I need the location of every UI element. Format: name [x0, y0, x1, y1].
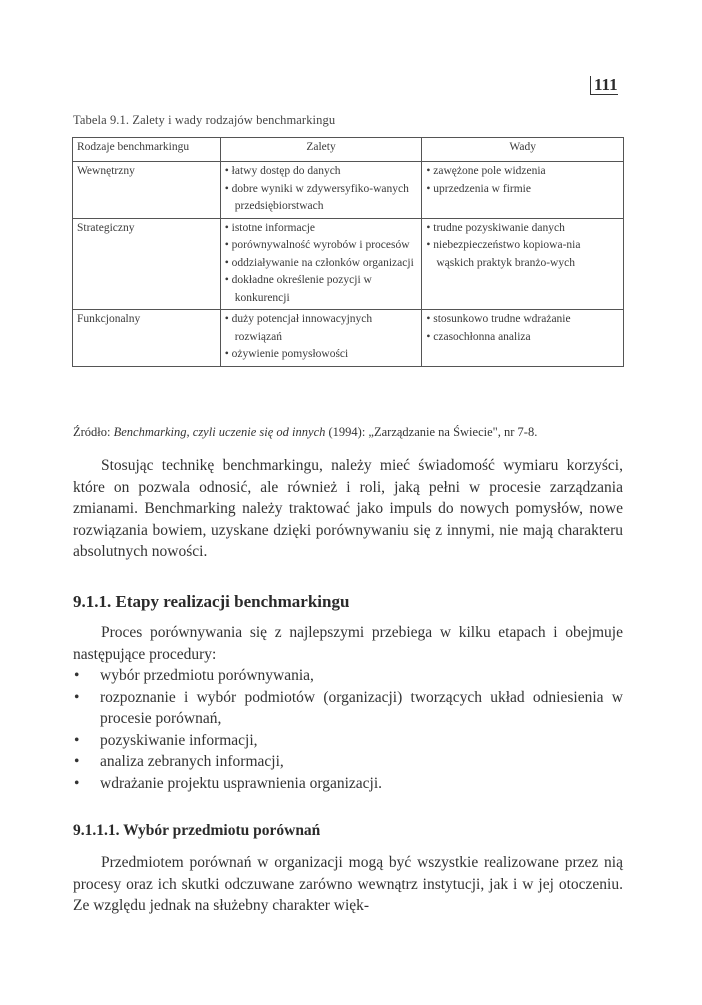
benchmarking-table	[72, 137, 624, 367]
list-item: • oddziaływanie na członków organizacji	[225, 255, 418, 273]
table-caption: Tabela 9.1. Zalety i wady rodzajów benchmarkingu	[73, 113, 336, 127]
list-item: • łatwy dostęp do danych	[225, 163, 418, 181]
body-paragraph	[73, 852, 623, 917]
list-item: • pozyskiwanie informacji,	[73, 730, 623, 752]
list-item: • dokładne określenie pozycji w konkurencji	[225, 272, 418, 307]
table-header-row	[73, 138, 624, 162]
list-item: • dobre wyniki w zdywersyfiko-wanych przedsiębiorstwach	[225, 181, 418, 216]
list-item: • analiza zebranych informacji,	[73, 751, 623, 773]
table-row	[73, 162, 624, 219]
list-item: • trudne pozyskiwanie danych	[426, 220, 619, 238]
advantages-cell	[220, 310, 422, 367]
table-source	[73, 425, 537, 440]
source-rest: (1994): „Zarządzanie na Świecie", nr 7-8.	[325, 425, 538, 439]
paragraph-text: Proces porównywania się z najlepszymi przebiega w kilku etapach i obejmuje następujące procedury:	[73, 624, 623, 663]
advantages-cell	[220, 162, 422, 219]
body-paragraph	[73, 455, 623, 563]
disadvantages-cell	[422, 162, 624, 219]
column-header: Wady	[422, 138, 624, 162]
page-number: 111	[590, 76, 618, 95]
table-row	[73, 218, 624, 310]
column-header: Rodzaje benchmarkingu	[73, 138, 221, 162]
list-item: • czasochłonna analiza	[426, 329, 619, 347]
table-row	[73, 310, 624, 367]
list-item: • ożywienie pomysłowości	[225, 346, 418, 364]
row-type: Wewnętrzny	[73, 162, 221, 219]
list-item: • porównywalność wyrobów i procesów	[225, 237, 418, 255]
list-item: • wdrażanie projektu usprawnienia organizacji.	[73, 773, 623, 795]
list-item: • wybór przedmiotu porównywania,	[73, 665, 623, 687]
source-prefix: Źródło:	[73, 425, 114, 439]
list-item: • istotne informacje	[225, 220, 418, 238]
section-heading: 9.1.1. Etapy realizacji benchmarkingu	[73, 592, 350, 611]
column-header: Zalety	[220, 138, 422, 162]
paragraph-text: Stosując technikę benchmarkingu, należy mieć świadomość wymiaru korzyści, które on pozwala odnosić, ale również i roli, jaką pełni w procesie zarządzania zmianami. Benchmarking należy traktować jako impuls do nowych pomysłów, nowe rozwiązania bowiem, uzyskane dzięki porównywaniu się z innymi, nie mają charakteru absolutnych nowości.	[73, 457, 623, 560]
advantages-cell	[220, 218, 422, 310]
list-item: • niebezpieczeństwo kopiowa-nia wąskich praktyk branżo-wych	[426, 237, 619, 272]
list-item: • stosunkowo trudne wdrażanie	[426, 311, 619, 329]
list-item: • uprzedzenia w firmie	[426, 181, 619, 199]
source-title: Benchmarking, czyli uczenie się od innych	[113, 425, 326, 439]
disadvantages-cell	[422, 218, 624, 310]
list-item: • zawężone pole widzenia	[426, 163, 619, 181]
procedure-list	[73, 665, 623, 794]
row-type: Funkcjonalny	[73, 310, 221, 367]
disadvantages-cell	[422, 310, 624, 367]
row-type: Strategiczny	[73, 218, 221, 310]
list-item: • rozpoznanie i wybór podmiotów (organizacji) tworzących układ odniesienia w procesie porównań,	[73, 687, 623, 730]
subsection-heading: 9.1.1.1. Wybór przedmiotu porównań	[73, 822, 321, 839]
paragraph-text: Przedmiotem porównań w organizacji mogą być wszystkie realizowane przez nią procesy oraz ich skutki odczuwane zarówno wewnątrz instytucji, jak i w jej otoczeniu. Ze względu jednak na służebny charakter więk-	[73, 854, 623, 914]
list-item: • duży potencjał innowacyjnych rozwiązań	[225, 311, 418, 346]
body-paragraph	[73, 622, 623, 665]
